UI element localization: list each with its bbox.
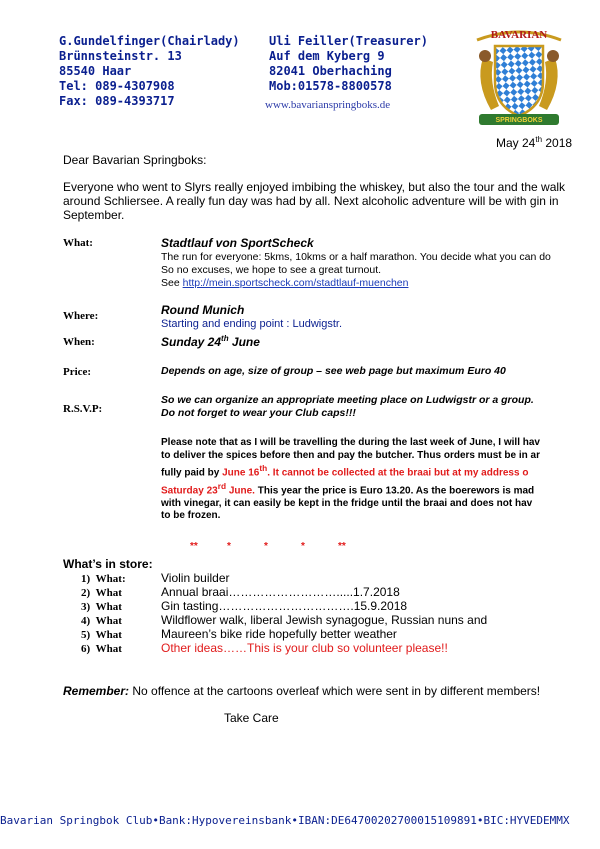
treasurer-city: 82041 Oberhaching	[269, 64, 392, 78]
store-item-text: Wildflower walk, liberal Jewish synagogue, Russian nuns and	[161, 613, 488, 627]
club-logo	[465, 22, 573, 130]
chairlady-fax: Fax: 089-4393717	[59, 94, 175, 108]
remember-note: Remember: No offence at the cartoons overleaf which were sent in by different members!	[63, 684, 541, 698]
when-value: Sunday 24th June	[161, 334, 260, 349]
note-line-4: Saturday 23rd June. This year the price is Euro 13.20. As the boerewors is mad	[161, 480, 535, 497]
chairlady-contact-block	[59, 34, 240, 109]
star-mark: *	[301, 541, 305, 552]
store-item-number: 2) What	[81, 587, 122, 599]
event-line-2: So no excuses, we hope to see a great turnout.	[161, 264, 382, 276]
store-heading: What’s in store:	[63, 557, 153, 571]
treasurer-mobile: Mob:01578-8800578	[269, 79, 392, 93]
treasurer-contact-block	[269, 34, 428, 94]
price-label: Price:	[63, 366, 92, 378]
chairlady-phone: Tel: 089-4307908	[59, 79, 175, 93]
star-mark: *	[227, 541, 231, 552]
what-label: What:	[63, 237, 93, 249]
note-line-2: to deliver the spices before then and pay the butcher. Thus orders must be in ar	[161, 449, 540, 461]
greeting: Dear Bavarian Springboks:	[63, 153, 207, 167]
treasurer-name: Uli Feiller(Treasurer)	[269, 34, 428, 48]
treasurer-street: Auf dem Kyberg 9	[269, 49, 385, 63]
store-item-number: 5) What	[81, 629, 122, 641]
note-line-6: to be frozen.	[161, 510, 221, 522]
star-divider	[190, 541, 375, 552]
event-description	[161, 251, 551, 290]
where-title: Round Munich	[161, 303, 245, 317]
sign-off: Take Care	[224, 711, 279, 725]
store-item-text: Annual braai……………………….....1.7.2018	[161, 585, 400, 599]
store-item-number: 3) What	[81, 601, 122, 613]
store-item-text: Other ideas……This is your club so volunteer please!!	[161, 641, 448, 655]
website-link[interactable]: www.bavarianspringboks.de	[265, 99, 391, 111]
intro-paragraph: Everyone who went to Slyrs really enjoyed imbibing the whiskey, but also the tour and the walk around Schliersee. A really fun day was had by all. Next alcoholic adventure will be with gin in September.	[63, 180, 566, 222]
store-item-text: Gin tasting…………………………….15.9.2018	[161, 599, 408, 613]
boerewors-note	[161, 437, 540, 523]
letter-date: May 24th 2018	[496, 135, 573, 150]
star-mark: **	[338, 541, 346, 552]
store-item-number: 4) What	[81, 615, 122, 627]
logo-title: BAVARIAN	[490, 29, 548, 41]
chairlady-street: Brünnsteinstr. 13	[59, 49, 182, 63]
store-item-number: 1) What:	[81, 573, 126, 585]
where-label: Where:	[63, 310, 99, 322]
rsvp-line-1: So we can organize an appropriate meeting place on Ludwigstr or a group.	[161, 394, 534, 406]
note-line-5: with vinegar, it can easily be kept in the fridge until the braai and does not hav	[161, 497, 533, 509]
rsvp-label: R.S.V.P:	[63, 403, 103, 415]
rsvp-line-2: Do not forget to wear your Club caps!!!	[161, 407, 356, 419]
chairlady-city: 85540 Haar	[59, 64, 132, 78]
bank-details-footer: Bavarian Springbok Club•Bank:Hypovereinsbank•IBAN:DE64700202700015109891•BIC:HYVEDEMMX	[0, 814, 570, 827]
when-label: When:	[63, 336, 95, 348]
event-see-line: See http://mein.sportscheck.com/stadtlauf-muenchen	[161, 277, 409, 289]
event-link[interactable]: http://mein.sportscheck.com/stadtlauf-muenchen	[182, 277, 409, 289]
chairlady-name: G.Gundelfinger(Chairlady)	[59, 34, 240, 48]
event-title: Stadtlauf von SportScheck	[161, 236, 314, 250]
event-line-1: The run for everyone: 5kms, 10kms or a half marathon. You decide what you can do	[161, 251, 551, 263]
store-item-text: Maureen’s bike ride hopefully better weather	[161, 627, 397, 641]
price-value: Depends on age, size of group – see web page but maximum Euro 40	[161, 365, 506, 377]
note-line-1: Please note that as I will be travelling the during the last week of June, I will hav	[161, 437, 540, 448]
rsvp-value	[161, 394, 534, 420]
store-item-text: Violin builder	[161, 571, 230, 585]
store-item-number: 6) What	[81, 643, 122, 655]
where-detail: Starting and ending point : Ludwigstr.	[161, 318, 343, 330]
star-mark: **	[190, 541, 198, 552]
note-line-3: fully paid by June 16th. It cannot be collected at the braai but at my address o	[161, 463, 529, 479]
star-mark: *	[264, 541, 268, 552]
logo-banner: SPRINGBOKS	[495, 117, 543, 124]
